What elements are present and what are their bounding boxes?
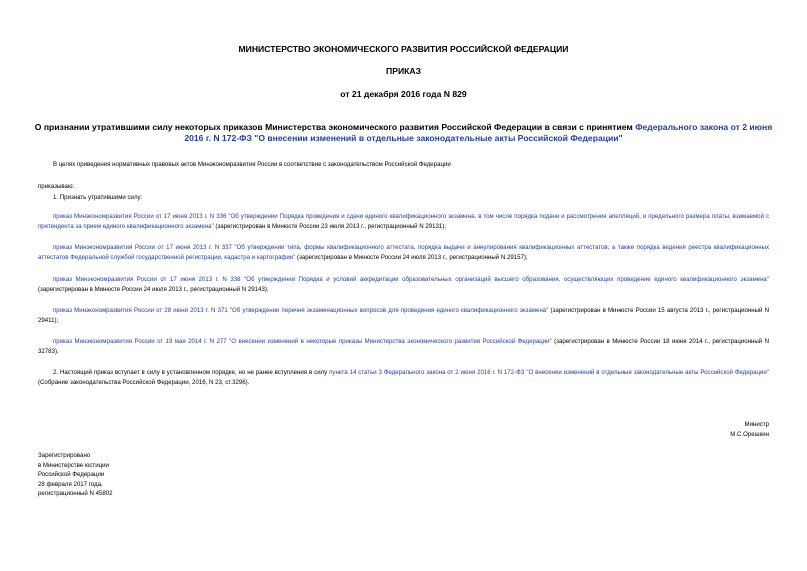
order-337-registration: (зарегистрирован в Минюсте России 24 июля 2013 г., регистрационный N 29157); (295, 254, 528, 261)
registration-line: в Министерстве юстиции (38, 461, 109, 469)
registration-line: Российской Федерации (38, 471, 105, 478)
signatory-position: Министр (744, 421, 769, 428)
registration-line: Зарегистрировано (38, 452, 91, 459)
order-277-registration: (зарегистрирован в Минюсте России 18 июня 2014 г., регистрационный N 32783). (38, 338, 769, 355)
repealed-item (38, 212, 769, 232)
signature-block (730, 420, 769, 439)
order-337-link[interactable]: приказ Минэкономразвития России от 17 июня 2013 г. N 337 "Об утверждении типа, формы квалификационного аттестата, порядка выдачи и аннулирования квалификационных аттестатов, а также порядка ведения реестра квалификационных аттестатов Федеральной службой государственной регистрации, кадастра и картографии" (38, 244, 769, 261)
repealed-item (38, 337, 769, 357)
registration-line: регистрационный N 45802 (38, 490, 113, 497)
point-2-source: (Собрание законодательства Российской Федерации, 2016, N 23, ст.3296). (38, 379, 250, 386)
order-277-link[interactable]: приказ Минэкономразвития России от 19 мая 2014 г. N 277 "О внесении изменений в некоторые приказы Министерства экономического развития Российской Федерации" (53, 338, 552, 345)
order-371-link[interactable]: приказ Минэкономразвития России от 28 июня 2013 г. N 371 "Об утверждении перечня экзаменационных вопросов для проведения единого квалификационного экзамена" (53, 307, 549, 314)
document-type: ПРИКАЗ (386, 66, 421, 76)
order-338-link[interactable]: приказ Минэкономразвития России от 17 июня 2013 г. N 338 "Об утверждении Порядка и условий аккредитации образовательных организаций высшего образования, осуществляющих проведение единого квалификационного экзамена" (53, 276, 769, 283)
document-title (30, 122, 777, 144)
ministry-heading: МИНИСТЕРСТВО ЭКОНОМИЧЕСКОГО РАЗВИТИЯ РОССИЙСКОЙ ФЕДЕРАЦИИ (238, 44, 569, 54)
law-article-link[interactable]: пункта 14 статьи 3 Федерального закона от 2 июня 2016 г. N 172-ФЗ "О внесении изменений в отдельные законодательные акты Российской Федерации" (329, 369, 769, 376)
point-1: 1. Признать утратившими силу: (53, 194, 143, 201)
point-2-text: 2. Настоящий приказ вступает в силу в установленном порядке, но не ранее вступления в силу (53, 369, 330, 376)
repealed-item (38, 243, 769, 263)
document-date-number: от 21 декабря 2016 года N 829 (340, 89, 467, 99)
repealed-item (38, 306, 769, 326)
point-2 (38, 368, 769, 388)
order-336-registration: (зарегистрирован в Минюсте России 23 июля 2013 г., регистрационный N 29131); (213, 223, 446, 230)
order-word: приказываю: (38, 183, 75, 190)
preamble: В целях приведения нормативных правовых актов Минэкономразвития России в соответствие с законодательством Российской Федерации (53, 161, 451, 168)
signatory-name: М.С.Орешкин (730, 430, 769, 438)
order-338-registration: (зарегистрирован в Минюсте России 24 июля 2013 г., регистрационный N 29143); (38, 286, 269, 293)
order-371-registration: (зарегистрирован в Минюсте России 15 августа 2013 г., регистрационный N 29411); (38, 307, 769, 324)
federal-law-link[interactable]: Федерального закона от 2 июня 2016 г. N 172-ФЗ "О внесении изменений в отдельные законодательные акты Российской Федерации" (184, 122, 773, 143)
order-336-link[interactable]: приказ Минэкономразвития России от 17 июня 2013 г. N 336 "Об утверждении Порядка проведения и сдачи единого квалификационного экзамена, в том числе порядка подачи и рассмотрения апелляций, и предельного размера платы, взимаемой с претендента за прием единого квалификационного экзамена" (38, 213, 769, 230)
registration-line: 28 февраля 2017 года, (38, 480, 103, 488)
repealed-item (38, 275, 769, 295)
title-text: О признании утратившими силу некоторых приказов Министерства экономического развития Российской Федерации в связи с принятием (34, 122, 636, 132)
registration-block (38, 451, 113, 499)
